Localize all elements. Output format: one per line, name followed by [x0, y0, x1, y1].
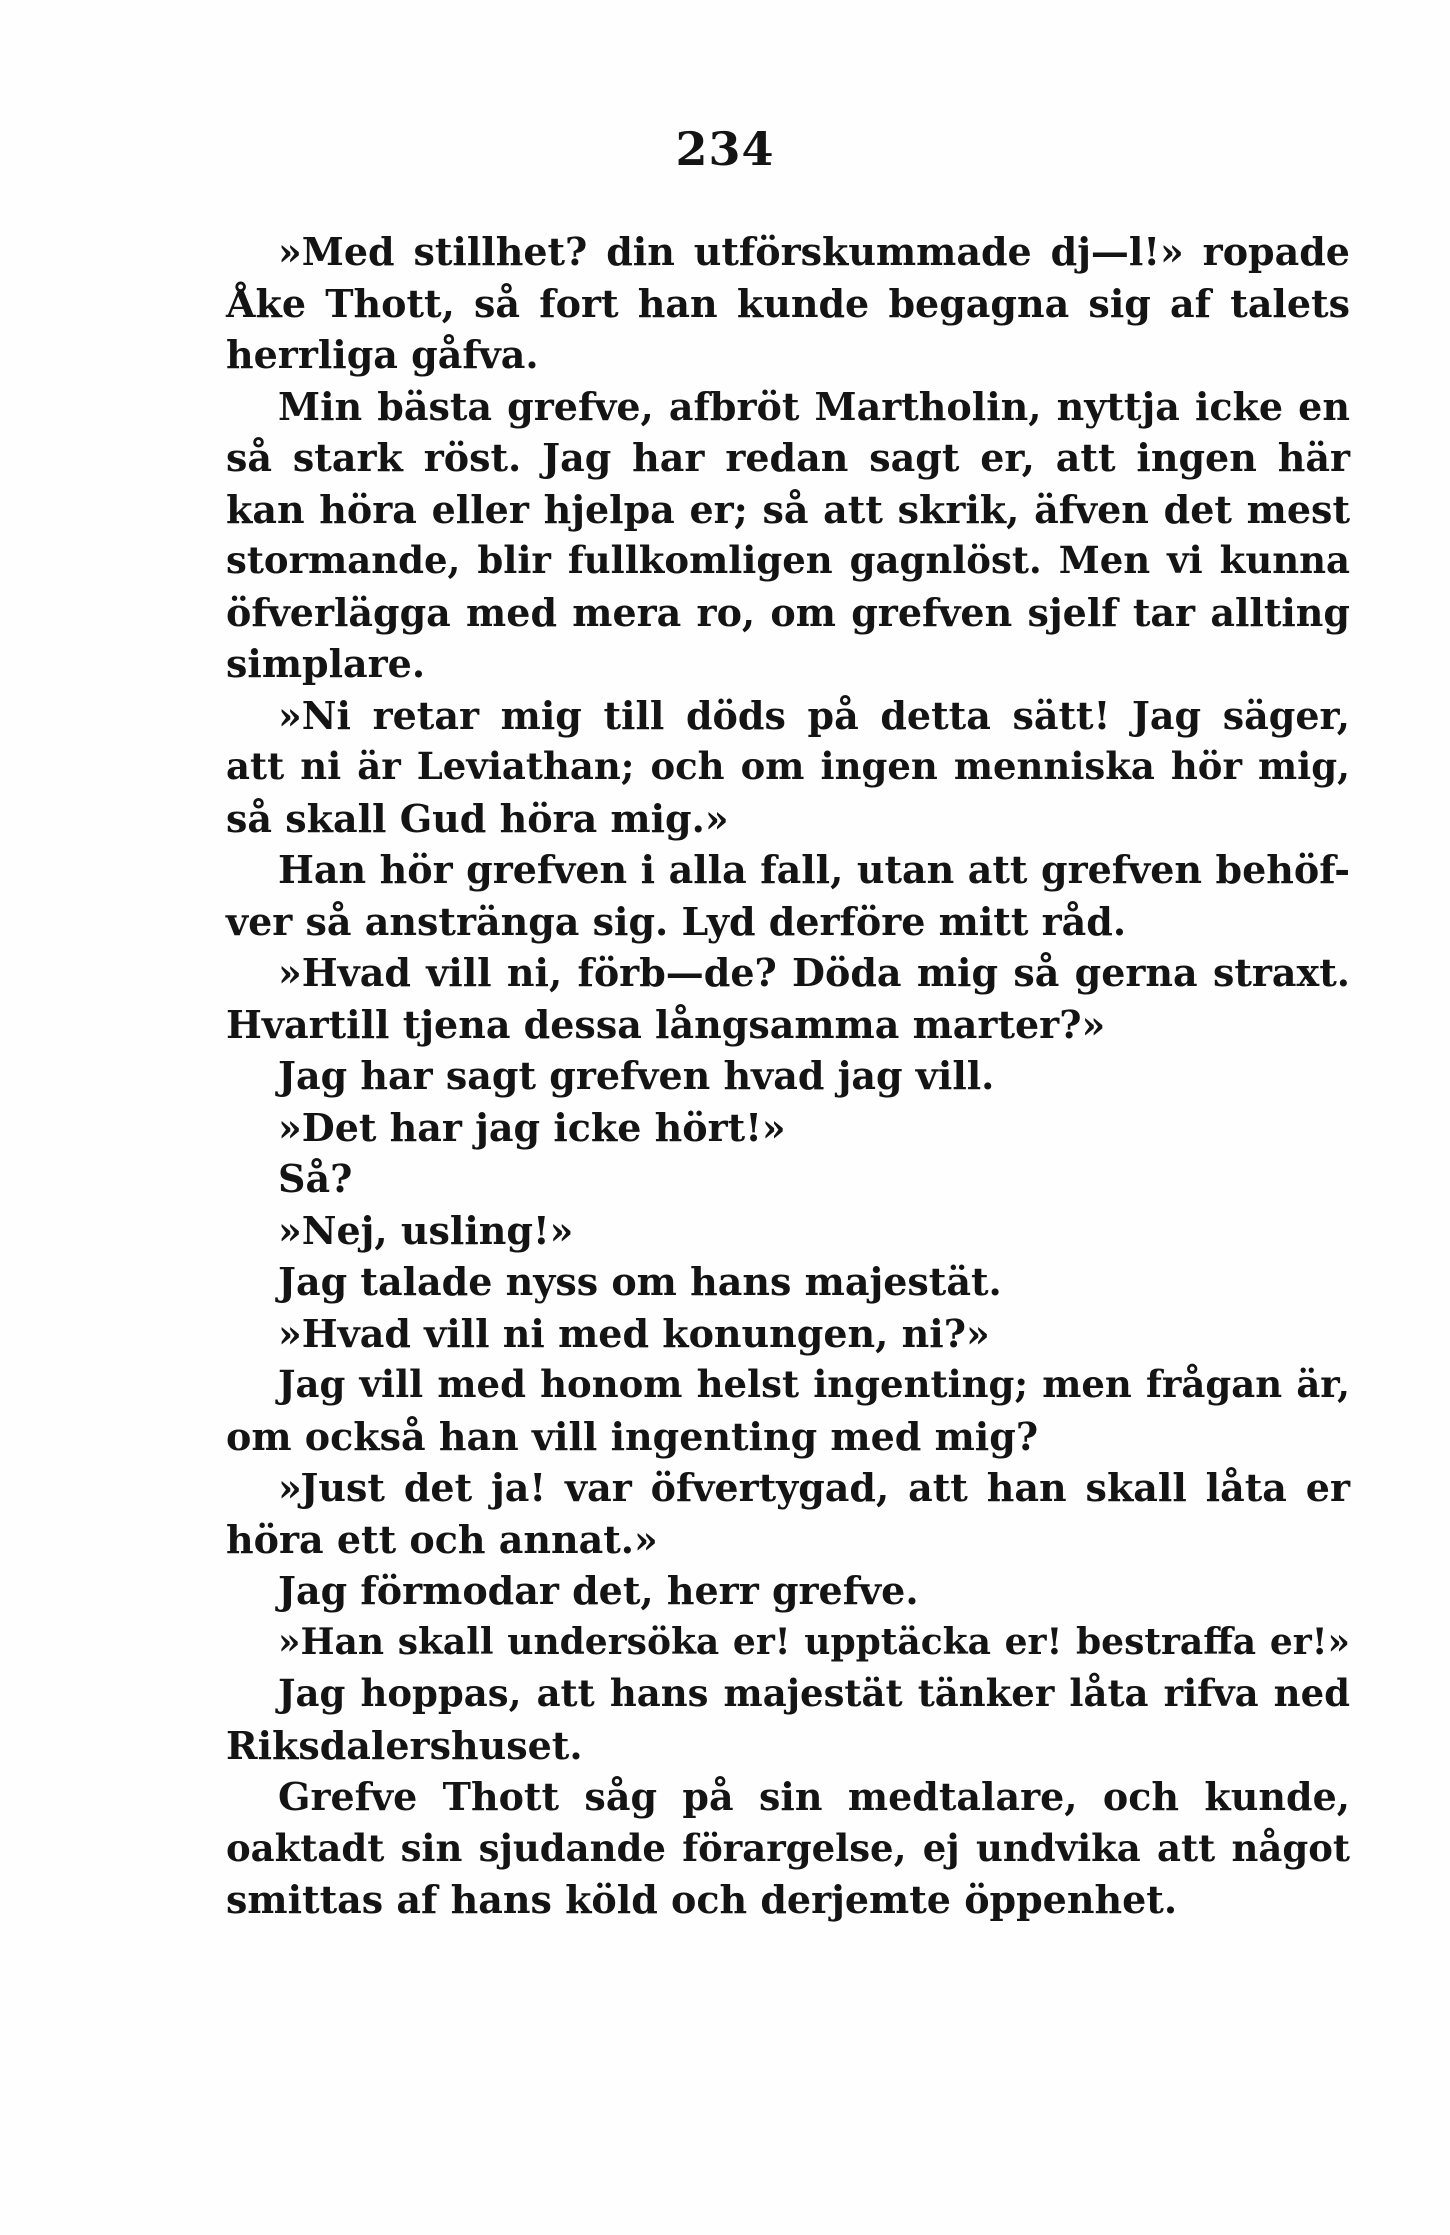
- text-line: Jag vill med honom helst ingenting; men frågan är,: [278, 1362, 1350, 1406]
- text-line: Riksdalershuset.: [226, 1722, 583, 1768]
- text-line: så stark röst. Jag har redan sagt er, att ingen här: [226, 435, 1350, 480]
- page-number: 234: [675, 122, 775, 176]
- text-line: »Han skall undersöka er! upptäcka er! bestraffa er!»: [278, 1620, 1350, 1663]
- text-line: att ni är Leviathan; och om ingen menniska hör mig,: [226, 744, 1350, 788]
- text-line: »Just det ja! var öfvertygad, att han skall låta er: [278, 1465, 1350, 1510]
- text-line: »Nej, usling!»: [278, 1207, 574, 1253]
- text-line: kan höra eller hjelpa er; så att skrik, äfven det mest: [226, 486, 1350, 532]
- text-line: Jag talade nyss om hans majestät.: [278, 1259, 1002, 1304]
- text-line: om också han vill ingenting med mig?: [226, 1413, 1039, 1459]
- text-line: »Hvad vill ni med konungen, ni?»: [278, 1310, 990, 1356]
- text-line: herrliga gåfva.: [226, 332, 539, 377]
- body-text: [226, 226, 1350, 1926]
- text-line: »Ni retar mig till döds på detta sätt! Jag säger,: [278, 692, 1350, 738]
- text-line: Så?: [278, 1156, 353, 1201]
- text-line: Åke Thott, så fort han kunde begagna sig af talets: [226, 280, 1350, 326]
- text-line: ver så anstränga sig. Lyd derföre mitt råd.: [226, 898, 1127, 944]
- text-line: »Hvad vill ni, förb—de? Döda mig så gerna straxt.: [278, 950, 1350, 995]
- text-line: »Med stillhet? din utförskummade dj—l!» ropade: [278, 229, 1350, 274]
- text-line: stormande, blir fullkomligen gagnlöst. Men vi kunna: [226, 538, 1350, 582]
- text-line: oaktadt sin sjudande förargelse, ej undvika att något: [226, 1825, 1350, 1870]
- text-line: Jag har sagt grefven hvad jag vill.: [278, 1053, 995, 1098]
- text-line: »Det har jag icke hört!»: [278, 1104, 786, 1150]
- text-line: simplare.: [226, 641, 426, 686]
- text-line: Min bästa grefve, afbröt Martholin, nyttja icke en: [278, 383, 1350, 429]
- text-line: öfverlägga med mera ro, om grefven sjelf tar allting: [226, 589, 1350, 635]
- text-line: Jag hoppas, att hans majestät tänker låta rifva ned: [278, 1671, 1350, 1715]
- text-line: höra ett och annat.»: [226, 1516, 658, 1562]
- text-line: Han hör grefven i alla fall, utan att grefven behöf-: [278, 847, 1350, 892]
- text-line: Grefve Thott såg på sin medtalare, och kunde,: [278, 1774, 1350, 1819]
- text-line: Jag förmodar det, herr grefve.: [278, 1568, 919, 1613]
- text-line: så skall Gud höra mig.»: [226, 795, 729, 841]
- text-line: Hvartill tjena dessa långsamma marter?»: [226, 1001, 1106, 1047]
- text-line: smittas af hans köld och derjemte öppenhet.: [226, 1877, 1178, 1922]
